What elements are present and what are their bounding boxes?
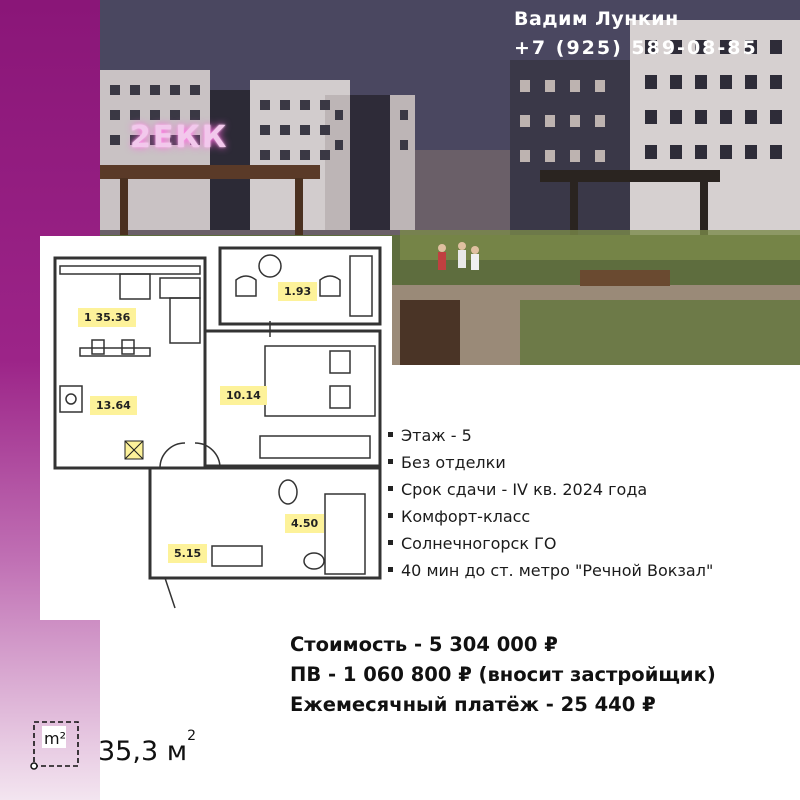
plan-total-index: 1 — [84, 311, 92, 324]
feature-item: 40 мин до ст. метро "Речной Вокзал" — [388, 557, 713, 584]
plan-total-area: 35.36 — [95, 311, 131, 324]
price-cost: Стоимость - 5 304 000 ₽ — [290, 633, 558, 656]
agent-phone[interactable]: +7 (925) 589-08-85 — [514, 37, 758, 59]
area-unit-sup: 2 — [187, 728, 196, 744]
area-icon — [30, 718, 82, 770]
apartment-type: 2ЕКК — [130, 120, 229, 155]
bullet-icon — [388, 567, 393, 572]
agent-name: Вадим Лункин — [514, 8, 679, 30]
features-list — [388, 422, 713, 584]
bullet-icon — [388, 486, 393, 491]
room-bedroom-area: 10.14 — [220, 386, 267, 405]
area-value: 35,3 $м^2$ — [98, 728, 196, 767]
room-bathroom-area: 4.50 — [285, 514, 324, 533]
floor-plan — [40, 236, 392, 620]
price-monthly: Ежемесячный платёж - 25 440 ₽ — [290, 693, 656, 716]
pricing-block — [290, 630, 716, 720]
bullet-icon — [388, 459, 393, 464]
room-hall-area: 5.15 — [168, 544, 207, 563]
bullet-icon — [388, 513, 393, 518]
bullet-icon — [388, 432, 393, 437]
feature-item: Этаж - 5 — [388, 422, 713, 449]
feature-item: Солнечногорск ГО — [388, 530, 713, 557]
plan-total-label — [78, 308, 136, 327]
room-balcony-area: 1.93 — [278, 282, 317, 301]
price-down-payment: ПВ - 1 060 800 ₽ (вносит застройщик) — [290, 663, 716, 686]
area-icon-label: m² — [44, 729, 66, 748]
room-kitchen-area: 13.64 — [90, 396, 137, 415]
feature-item: Без отделки — [388, 449, 713, 476]
feature-item: Комфорт-класс — [388, 503, 713, 530]
feature-item: Срок сдачи - IV кв. 2024 года — [388, 476, 713, 503]
bullet-icon — [388, 540, 393, 545]
